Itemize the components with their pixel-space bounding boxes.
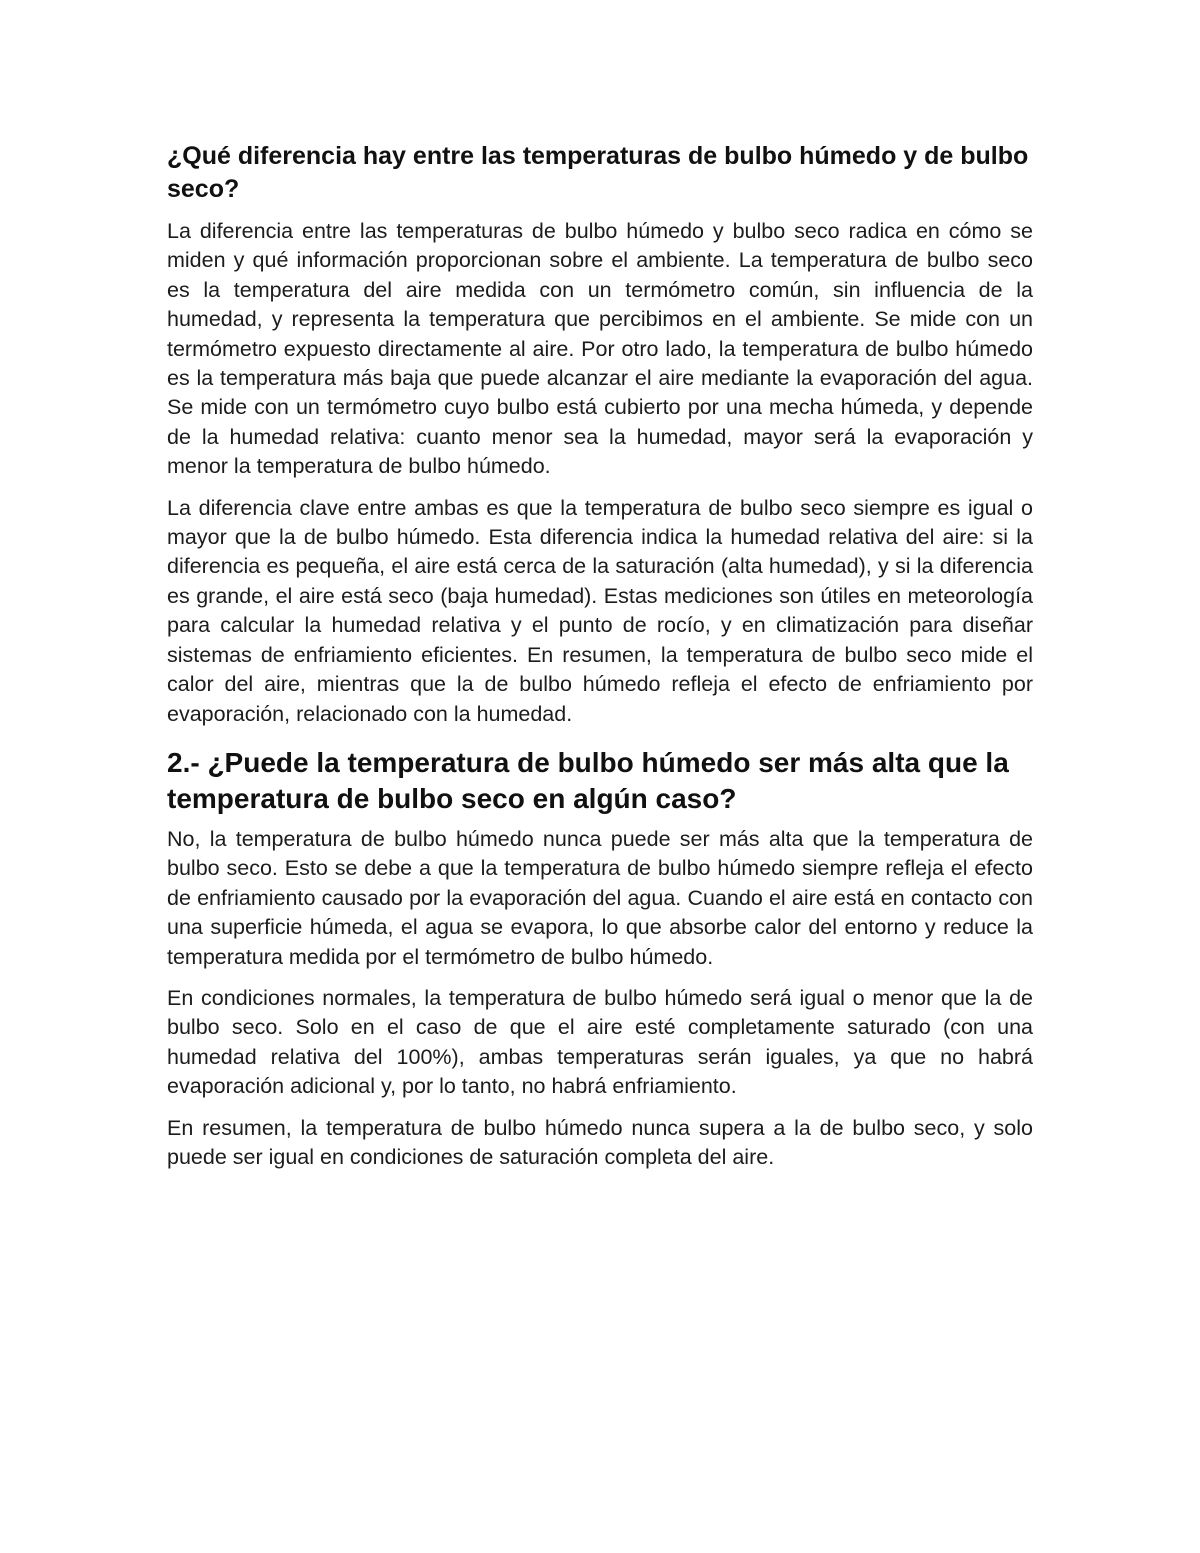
- section1-paragraph-1: La diferencia entre las temperaturas de bulbo húmedo y bulbo seco radica en cómo se miden y qué información proporcionan sobre el ambiente. La temperatura de bulbo seco es la temperatura del aire medida con un termómetro común, sin influencia de la humedad, y representa la temperatura que percibimos en el ambiente. Se mide con un termómetro expuesto directamente al aire. Por otro lado, la temperatura de bulbo húmedo es la temperatura más baja que puede alcanzar el aire mediante la evaporación del agua. Se mide con un termómetro cuyo bulbo está cubierto por una mecha húmeda, y depende de la humedad relativa: cuanto menor sea la humedad, mayor será la evaporación y menor la temperatura de bulbo húmedo.: [167, 219, 1033, 479]
- section1-title: ¿Qué diferencia hay entre las temperaturas de bulbo húmedo y de bulbo seco?: [167, 142, 1029, 203]
- section1-paragraph-2: La diferencia clave entre ambas es que la temperatura de bulbo seco siempre es igual o mayor que la de bulbo húmedo. Esta diferencia indica la humedad relativa del aire: si la diferencia es pequeña, el aire está cerca de la saturación (alta humedad), y si la diferencia es grande, el aire está seco (baja humedad). Estas mediciones son útiles en meteorología para calcular la humedad relativa y el punto de rocío, y en climatización para diseñar sistemas de enfriamiento eficientes. En resumen, la temperatura de bulbo seco mide el calor del aire, mientras que la de bulbo húmedo refleja el efecto de enfriamiento por evaporación, relacionado con la humedad.: [167, 495, 1033, 726]
- section2-title: 2.- ¿Puede la temperatura de bulbo húmedo ser más alta que la temperatura de bulbo seco en algún caso?: [167, 746, 1009, 814]
- document-page: [167, 140, 1033, 1184]
- section2-paragraph-1: No, la temperatura de bulbo húmedo nunca puede ser más alta que la temperatura de bulbo seco. Esto se debe a que la temperatura de bulbo húmedo siempre refleja el efecto de enfriamiento causado por la evaporación del agua. Cuando el aire está en contacto con una superficie húmeda, el agua se evapora, lo que absorbe calor del entorno y reduce la temperatura medida por el termómetro de bulbo húmedo.: [167, 826, 1033, 969]
- section2-paragraph-2: En condiciones normales, la temperatura de bulbo húmedo será igual o menor que la de bulbo seco. Solo en el caso de que el aire esté completamente saturado (con una humedad relativa del 100%), ambas temperaturas serán iguales, ya que no habrá evaporación adicional y, por lo tanto, no habrá enfriamiento.: [167, 985, 1033, 1099]
- section2-paragraph-3: En resumen, la temperatura de bulbo húmedo nunca supera a la de bulbo seco, y solo puede ser igual en condiciones de saturación completa del aire.: [167, 1115, 1033, 1169]
